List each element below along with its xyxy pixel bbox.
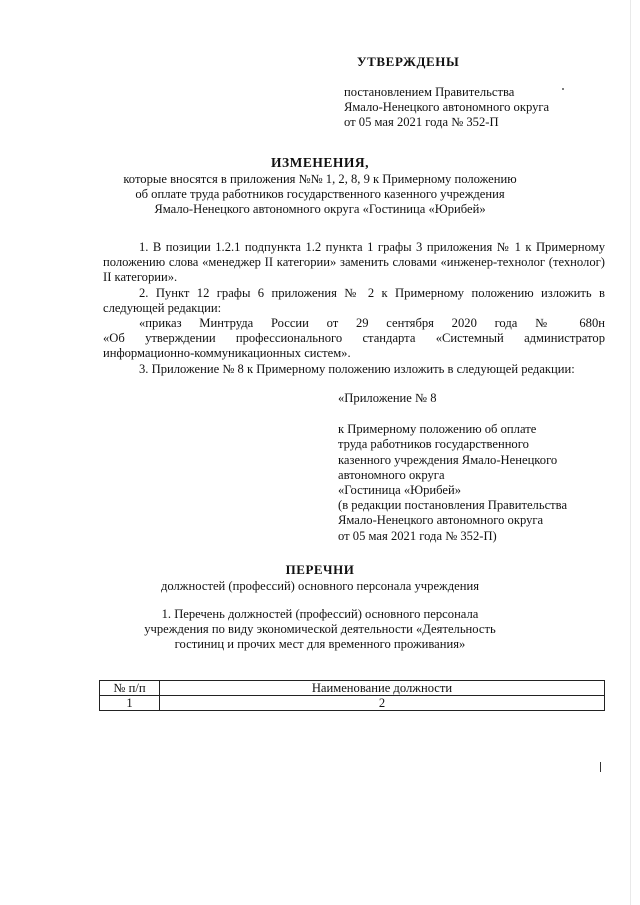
- annex-line: «Гостиница «Юрибей»: [338, 483, 462, 498]
- section-heading-line: гостиниц и прочих мест для временного проживания»: [174, 637, 466, 652]
- changes-title: ИЗМЕНЕНИЯ,: [270, 155, 369, 170]
- lists-title: ПЕРЕЧНИ: [285, 562, 355, 577]
- item-1: 1. В позиции 1.2.1 подпункта 1.2 пункта 1 графы 3 приложения № 1 к Примерному положению слова «менеджер II категории» заменить словами «инженер-технолог (технолог) II категории».: [103, 240, 605, 285]
- approval-line: Ямало-Ненецкого автономного округа: [344, 100, 550, 115]
- lists-subtitle: должностей (профессий) основного персонала учреждения: [160, 579, 480, 593]
- annex-line: автономного округа: [338, 467, 445, 482]
- annex-line: к Примерному положению об оплате: [338, 422, 537, 437]
- section-heading-line: учреждения по виду экономической деятельности «Деятельность: [144, 622, 496, 637]
- changes-subtitle-line: Ямало-Ненецкого автономного округа «Гостиница «Юрибей»: [154, 202, 486, 217]
- section-heading: [90, 607, 550, 653]
- changes-subtitle-line: об оплате труда работников государственного казенного учреждения: [135, 187, 505, 202]
- approval-title: УТВЕРЖДЕНЫ: [357, 54, 460, 69]
- changes-subtitle: [60, 172, 580, 218]
- table-header-row: [100, 681, 605, 696]
- positions-table: [99, 680, 605, 711]
- annex-line: (в редакции постановления Правительства: [338, 498, 568, 513]
- approval-line: постановлением Правительства: [344, 85, 515, 99]
- changes-subtitle-line: которые вносятся в приложения №№ 1, 2, 8, 9 к Примерному положению: [123, 172, 517, 186]
- item-2-quote-rest: «Об утверждении профессионального стандарта «Системный администратор информационно-коммуникационных систем».: [103, 331, 605, 361]
- table-row: [100, 696, 605, 711]
- annex-label: «Приложение № 8: [338, 391, 437, 405]
- approval-line: от 05 мая 2021 года № 352-П: [344, 115, 499, 130]
- item-2: 2. Пункт 12 графы 6 приложения № 2 к Примерному положению изложить в следующей редакции:: [103, 285, 605, 315]
- changes-body: [103, 240, 605, 377]
- annex-line: Ямало-Ненецкого автономного округа: [338, 513, 544, 528]
- annex-line: от 05 мая 2021 года № 352-П): [338, 528, 497, 543]
- approval-block: [344, 85, 614, 131]
- item-2-quote-first-line: «приказ Минтруда России от 29 сентября 2020 года № 680н: [139, 316, 605, 331]
- column-header-number: № п/п: [100, 681, 160, 696]
- scan-edge-shadow: [630, 0, 631, 905]
- column-header-position: Наименование должности: [160, 681, 605, 696]
- table-cell: 1: [100, 696, 160, 711]
- annex-header: [338, 391, 618, 544]
- annex-line: труда работников государственного: [338, 437, 529, 452]
- table-cell: 2: [160, 696, 605, 711]
- section-heading-line: 1. Перечень должностей (профессий) основного персонала: [161, 607, 479, 621]
- item-3: 3. Приложение № 8 к Примерному положению изложить в следующей редакции:: [139, 361, 575, 376]
- scan-mark: [600, 762, 601, 772]
- annex-line: казенного учреждения Ямало-Ненецкого: [338, 452, 558, 467]
- annex-spacer: [338, 406, 618, 422]
